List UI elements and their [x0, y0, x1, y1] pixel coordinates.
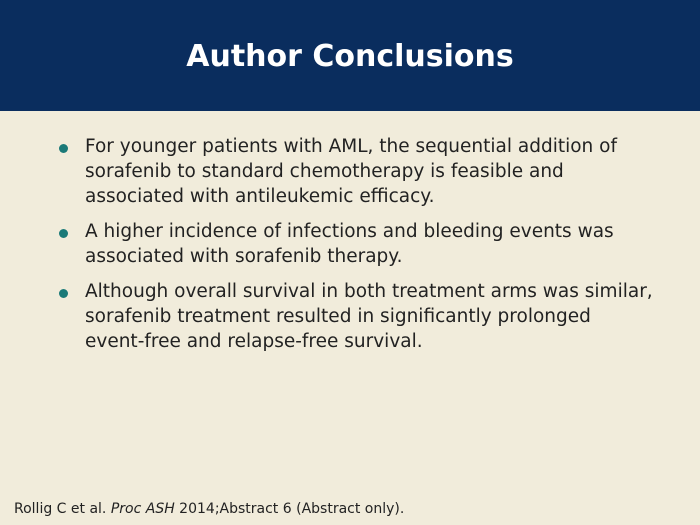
bullet-dot-icon	[59, 144, 68, 153]
bullet-dot-icon	[59, 289, 68, 298]
slide-title: Author Conclusions	[186, 39, 514, 74]
bullet-text: For younger patients with AML, the sequential addition of sorafenib to standard chemotherapy is feasible and associated with antileukemic efficacy.	[85, 136, 617, 207]
citation-authors: Rollig C et al.	[14, 501, 111, 517]
title-banner	[0, 0, 700, 111]
conclusions-list	[56, 134, 656, 364]
list-item	[56, 134, 656, 209]
citation-details: 2014;Abstract 6 (Abstract only).	[174, 501, 405, 517]
bullet-dot-icon	[59, 229, 68, 238]
citation	[14, 500, 404, 518]
list-item	[56, 279, 656, 354]
bullet-text: Although overall survival in both treatment arms was similar, sorafenib treatment resulted in significantly prolonged event-free and relapse-free survival.	[85, 281, 653, 352]
bullet-text: A higher incidence of infections and bleeding events was associated with sorafenib therapy.	[85, 221, 614, 267]
citation-journal: Proc ASH	[110, 501, 175, 517]
list-item	[56, 219, 656, 269]
